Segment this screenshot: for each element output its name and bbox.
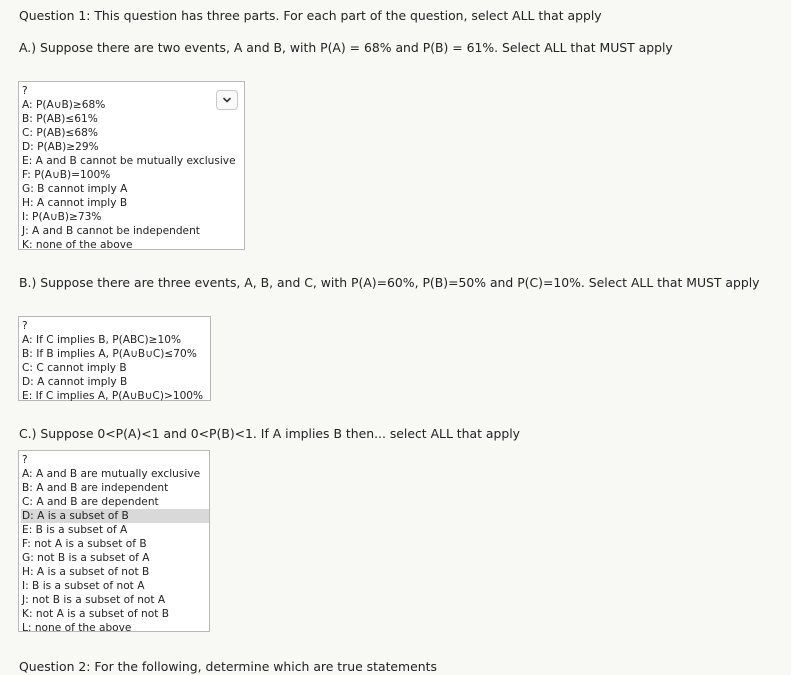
partC-listbox[interactable] [18, 450, 210, 632]
list-item[interactable]: J: not B is a subset of not A [22, 594, 166, 606]
list-item[interactable]: E: A and B cannot be mutually exclusive [22, 155, 236, 167]
list-item[interactable]: ? [22, 454, 28, 466]
list-item[interactable]: A: A and B are mutually exclusive [22, 468, 201, 480]
list-item[interactable]: ? [22, 320, 28, 332]
partC-prompt: C.) Suppose 0<P(A)<1 and 0<P(B)<1. If A implies B then... select ALL that apply [19, 426, 520, 441]
partB-prompt: B.) Suppose there are three events, A, B, and C, with P(A)=60%, P(B)=50% and P(C)=10%. Select ALL that MUST apply [19, 275, 760, 290]
chevron-down-icon [222, 95, 232, 105]
list-item[interactable]: G: B cannot imply A [22, 183, 128, 195]
list-item[interactable]: L: none of the above [22, 622, 132, 634]
list-item-selected[interactable]: D: A is a subset of B [21, 509, 209, 523]
list-item[interactable]: H: A is a subset of not B [22, 566, 150, 578]
question1-title: Question 1: This question has three parts. For each part of the question, select ALL that apply [19, 8, 602, 23]
dropdown-toggle-button[interactable] [216, 90, 238, 110]
list-item[interactable]: K: none of the above [22, 239, 133, 251]
question2-title: Question 2: For the following, determine which are true statements [19, 659, 437, 674]
list-item[interactable]: C: A and B are dependent [22, 496, 159, 508]
list-item[interactable]: H: A cannot imply B [22, 197, 128, 209]
partB-listbox[interactable] [18, 316, 211, 401]
list-item[interactable]: I: P(A∪B)≥73% [22, 211, 102, 223]
list-item[interactable]: ? [22, 85, 28, 97]
partA-prompt: A.) Suppose there are two events, A and B, with P(A) = 68% and P(B) = 61%. Select ALL that MUST apply [19, 40, 673, 55]
list-item[interactable]: D: A cannot imply B [22, 376, 128, 388]
list-item[interactable]: F: not A is a subset of B [22, 538, 147, 550]
list-item[interactable]: I: B is a subset of not A [22, 580, 145, 592]
list-item[interactable]: E: If C implies A, P(A∪B∪C)>100% [22, 390, 204, 402]
list-item[interactable]: G: not B is a subset of A [22, 552, 150, 564]
list-item[interactable]: F: P(A∪B)=100% [22, 169, 111, 181]
list-item[interactable]: J: A and B cannot be independent [22, 225, 200, 237]
list-item[interactable]: C: P(AB)≤68% [22, 127, 98, 139]
list-item[interactable]: D: P(AB)≥29% [22, 141, 99, 153]
list-item[interactable]: A: If C implies B, P(ABC)≥10% [22, 334, 182, 346]
list-item[interactable]: B: A and B are independent [22, 482, 169, 494]
partA-listbox[interactable] [18, 81, 245, 250]
list-item[interactable]: C: C cannot imply B [22, 362, 127, 374]
list-item[interactable]: B: P(AB)≤61% [22, 113, 98, 125]
list-item[interactable]: A: P(A∪B)≥68% [22, 99, 106, 111]
list-item[interactable]: B: If B implies A, P(A∪B∪C)≤70% [22, 348, 197, 360]
list-item[interactable]: E: B is a subset of A [22, 524, 128, 536]
list-item[interactable]: K: not A is a subset of not B [22, 608, 169, 620]
